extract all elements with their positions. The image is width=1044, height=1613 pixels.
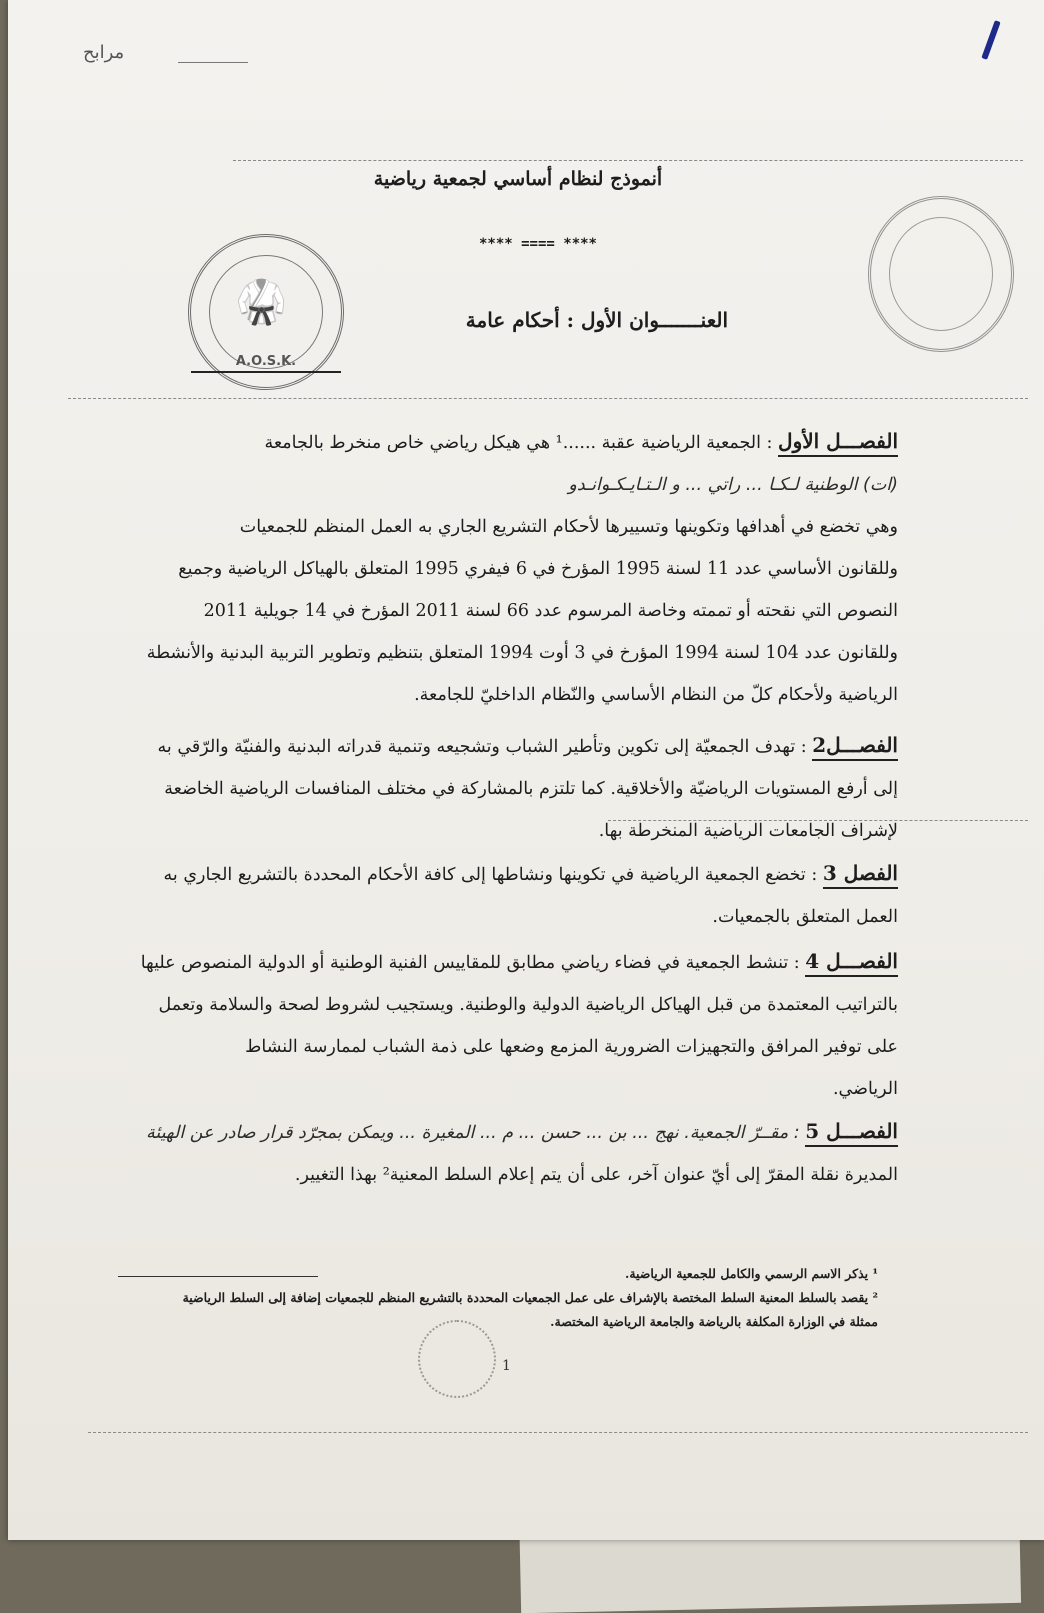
- chapter-4: [128, 940, 898, 1110]
- separator: **** ==== ****: [478, 236, 597, 252]
- chapter-5: [128, 1110, 898, 1196]
- chapter-4-label: الفصـــل 4: [805, 949, 898, 977]
- faint-stamp: [418, 1320, 496, 1398]
- chapter-3-line-2: العمل المتعلق بالجمعيات.: [712, 907, 898, 927]
- chapter-1-line-1: : الجمعية الرياضية عقبة ......¹ هي هيكل رياضي خاص منخرط بالجامعة: [264, 433, 773, 453]
- chapter-3-label: الفصل 3: [823, 861, 898, 889]
- scribble-line: [178, 62, 248, 63]
- footnote-1: ¹ يذكر الاسم الرسمي والكامل للجمعية الرياضية.: [624, 1266, 878, 1281]
- fold-line: [608, 820, 1028, 821]
- chapter-4-line-3: على توفير المرافق والتجهيزات الضرورية المزمع وضعها على ذمة الشباب لممارسة النشاط: [245, 1037, 898, 1057]
- bottom-divider: [88, 1432, 1028, 1433]
- chapter-3: [128, 852, 898, 938]
- document-page: [8, 0, 1044, 1540]
- chapter-2-label: الفصـــل2: [812, 733, 898, 761]
- chapter-5-line-1: : مقــرّ الجمعية. نهج ... بن ... حسن ... م ... المغيرة ... ويمكن بمجرّد قرار صادر عن الهيئة: [146, 1123, 800, 1143]
- chapter-2-line-1: : تهدف الجمعيّة إلى تكوين وتأطير الشباب وتشجيعه وتنمية قدراته البدنية والفنيّة والرّقي به: [157, 737, 807, 757]
- chapter-4-line-2: بالتراتيب المعتمدة من قبل الهياكل الرياضية الدولية والوطنية. ويستجيب لشروط لصحة والسلامة وتعمل: [158, 995, 898, 1015]
- chapter-1-label: الفصـــل الأول: [778, 429, 898, 457]
- ministry-stamp: [868, 196, 1014, 352]
- chapter-1-line-3: وهي تخضع في أهدافها وتكوينها وتسييرها لأحكام التشريع الجاري به العمل المنظم للجمعيات: [239, 517, 898, 537]
- chapter-1-line-7: الرياضية ولأحكام كلّ من النظام الأساسي والنّظام الداخليّ للجامعة.: [414, 685, 898, 705]
- chapter-2-line-2: إلى أرفع المستويات الرياضيّة والأخلاقية. كما تلتزم بالمشاركة في مختلف المنافسات الرياضية الخاضعة: [164, 779, 898, 799]
- top-scribble: مرابح: [83, 42, 125, 63]
- footnote-2: ² يقصد بالسلط المعنية السلط المختصة بالإشراف على عمل الجمعيات المحددة بالتشريع المنظم للجمعيات إضافة إلى السلط الرياضية: [182, 1290, 878, 1305]
- page-number: 1: [502, 1358, 511, 1374]
- chapter-1-line-6: وللقانون عدد 104 لسنة 1994 المؤرخ في 3 أوت 1994 المتعلق بتنظيم وتطوير التربية البدنية والأنشطة: [146, 643, 898, 663]
- chapter-3-line-1: : تخضع الجمعية الرياضية في تكوينها ونشاطها إلى كافة الأحكام المحددة بالتشريع الجاري به: [163, 865, 818, 885]
- chapter-2: [128, 724, 898, 852]
- chapter-1-line-4: وللقانون الأساسي عدد 11 لسنة 1995 المؤرخ في 6 فيفري 1995 المتعلق بالهياكل الرياضية وجميع: [178, 559, 898, 579]
- chapter-1-line-2: (ات) الوطنية لـكـا ... راتي ... و الـتـايـكـوانـدو: [568, 475, 898, 495]
- chapter-1-line-5: النصوص التي نقحته أو تممته وخاصة المرسوم عدد 66 لسنة 2011 المؤرخ في 14 جويلية 2011: [203, 601, 898, 621]
- club-stamp: [188, 234, 344, 390]
- chapter-2-line-3: لإشراف الجامعات الرياضية المنخرطة بها.: [598, 821, 898, 841]
- top-divider: [233, 160, 1023, 161]
- section-divider: [68, 398, 1028, 399]
- chapter-4-line-4: الرياضي.: [832, 1079, 898, 1099]
- pen-mark: [981, 20, 1000, 60]
- chapter-1: [128, 420, 898, 716]
- chapter-4-line-1: : تنشط الجمعية في فضاء رياضي مطابق للمقاييس الفنية الوطنية أو الدولية المنصوص عليها: [140, 953, 800, 973]
- footnote-3: ممثلة في الوزارة المكلفة بالرياضة والجامعة الرياضية المختصة.: [550, 1314, 878, 1329]
- stamp-label: A.O.S.K.: [191, 354, 341, 373]
- chapter-5-line-2: المديرة نقلة المقرّ إلى أيّ عنوان آخر، على أن يتم إعلام السلط المعنية² بهذا التغيير.: [294, 1165, 898, 1185]
- section-heading: العنـــــــوان الأول : أحكام عامة: [465, 308, 728, 332]
- fighters-figure: 🥋: [235, 277, 288, 326]
- chapter-5-label: الفصـــل 5: [805, 1119, 898, 1147]
- document-title: أنموذج لنظام أساسي لجمعية رياضية: [373, 168, 663, 190]
- footnotes: [108, 1262, 878, 1334]
